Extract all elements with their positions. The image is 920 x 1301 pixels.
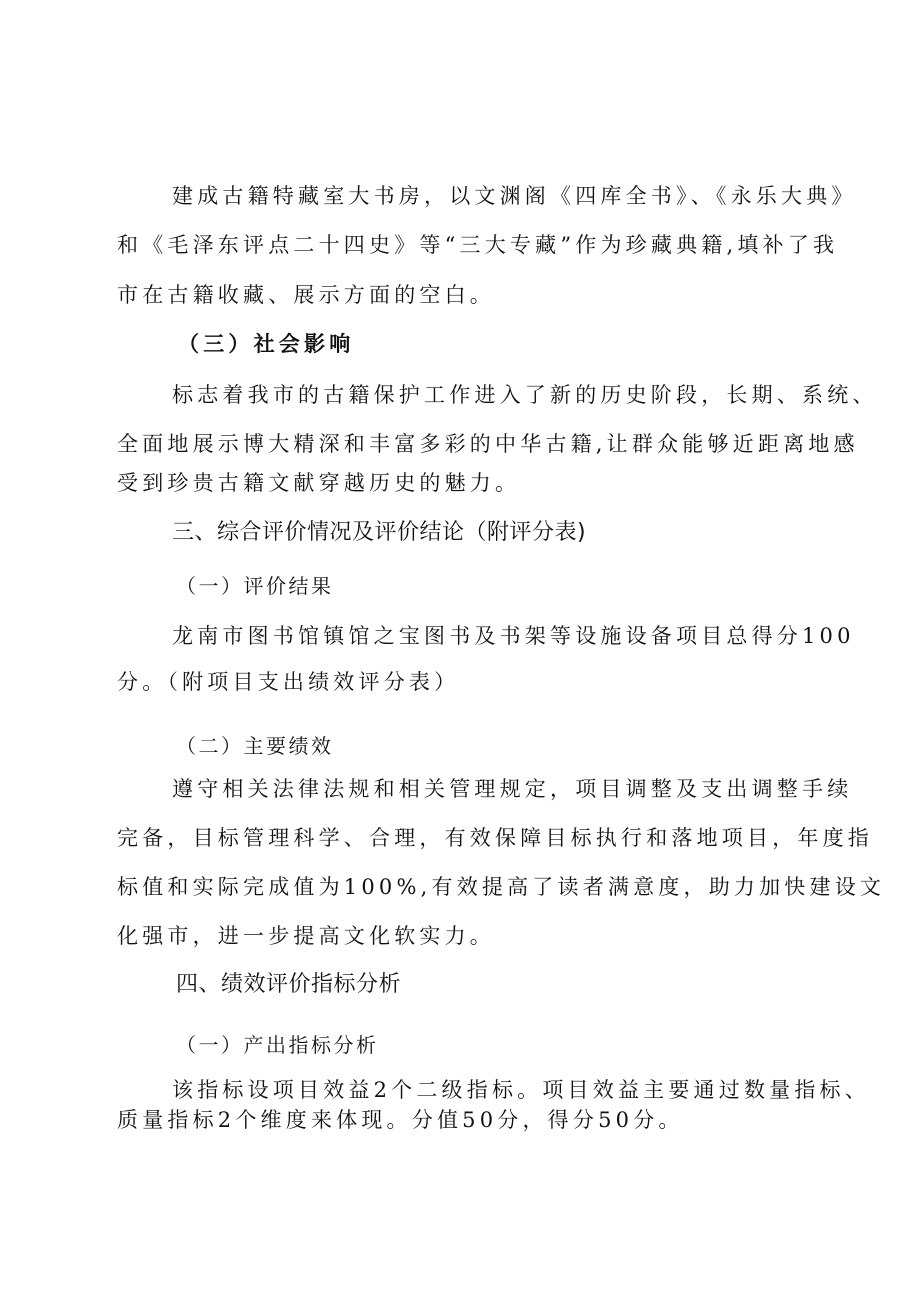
paragraph-line: 标志着我市的古籍保护工作进入了新的历史阶段，长期、系统、 [172,383,878,407]
paragraph-line: 分。（附项目支出绩效评分表） [117,670,460,694]
subheading-main-performance: （二）主要绩效 [176,734,334,758]
paragraph-line: 建成古籍特藏室大书房，以文渊阁《四库全书》、《永乐大典》 [172,184,857,208]
paragraph-line: 龙南市图书馆镇馆之宝图书及书架等设施设备项目总得分100 [172,624,855,648]
paragraph-line: 市在古籍收藏、展示方面的空白。 [117,283,495,307]
paragraph-line: 该指标设项目效益2个二级指标。项目效益主要通过数量指标、 [172,1078,870,1102]
paragraph-line: 完备，目标管理科学、合理，有效保障目标执行和落地项目，年度指 [117,826,873,850]
section-heading-indicator-analysis: 四、绩效评价指标分析 [176,972,402,997]
paragraph-line: 遵守相关法律法规和相关管理规定，项目调整及支出调整手续 [172,777,853,801]
subheading-output-indicator: （一）产出指标分析 [176,1033,379,1057]
paragraph-line: 化强市，进一步提高文化软实力。 [117,924,495,948]
section-heading-evaluation: 三、综合评价情况及评价结论（附评分表) [172,520,587,545]
section-heading-social-impact: （三）社会影响 [178,331,355,356]
paragraph-line: 标值和实际完成值为100%,有效提高了读者满意度，助力加快建设文 [117,875,886,899]
paragraph-line: 和《毛泽东评点二十四史》等“三大专藏”作为珍藏典籍,填补了我 [117,233,839,257]
paragraph-line: 全面地展示博大精深和丰富多彩的中华古籍,让群众能够近距离地感 [117,432,859,456]
subheading-evaluation-result: （一）评价结果 [176,574,334,598]
paragraph-line: 质量指标2个维度来体现。分值50分，得分50分。 [117,1108,684,1132]
paragraph-line: 受到珍贵古籍文献穿越历史的魅力。 [117,471,521,495]
